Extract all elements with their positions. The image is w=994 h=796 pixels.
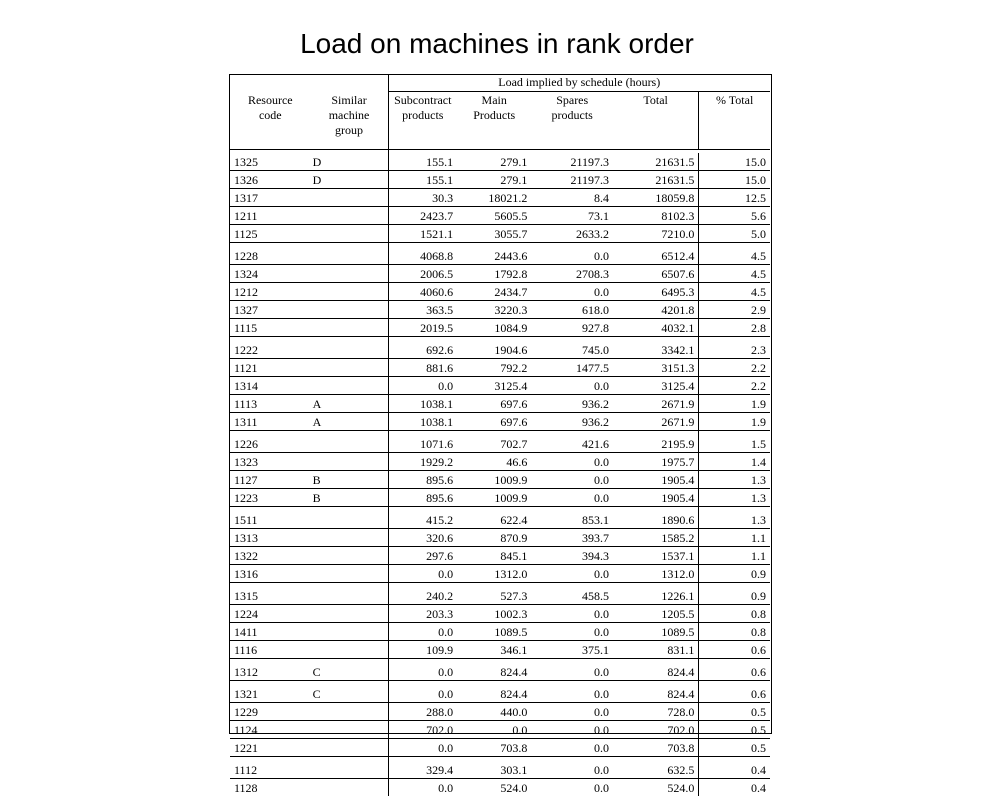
subcontract-value: 288.0 (388, 703, 457, 721)
table-row (230, 703, 770, 721)
subcontract-value: 0.0 (388, 663, 457, 681)
resource-code: 1116 (230, 641, 311, 659)
total-value: 18059.8 (613, 189, 699, 207)
total-value: 632.5 (613, 761, 699, 779)
table-row (230, 547, 770, 565)
subcontract-value: 1038.1 (388, 395, 457, 413)
main-value: 524.0 (457, 779, 531, 796)
main-value: 702.7 (457, 435, 531, 453)
total-value: 3151.3 (613, 359, 699, 377)
resource-code: 1311 (230, 413, 311, 431)
percent-total-value: 0.5 (699, 739, 770, 757)
subcontract-value: 895.6 (388, 471, 457, 489)
header-line: group (315, 123, 384, 138)
percent-total-value: 1.3 (699, 489, 770, 507)
machine-group (311, 511, 388, 529)
spares-value: 936.2 (531, 413, 613, 431)
header-line: products (393, 108, 454, 123)
table-row (230, 565, 770, 583)
total-value: 2671.9 (613, 395, 699, 413)
machine-group (311, 565, 388, 583)
percent-total-value: 15.0 (699, 153, 770, 171)
table-row (230, 779, 770, 796)
total-value: 1537.1 (613, 547, 699, 565)
spares-value: 21197.3 (531, 171, 613, 189)
subcontract-value: 155.1 (388, 153, 457, 171)
subcontract-value: 0.0 (388, 739, 457, 757)
percent-total-value: 2.2 (699, 377, 770, 395)
main-value: 1009.9 (457, 489, 531, 507)
resource-code: 1112 (230, 761, 311, 779)
table-row (230, 587, 770, 605)
total-value: 4201.8 (613, 301, 699, 319)
percent-total-value: 1.9 (699, 395, 770, 413)
spares-value: 927.8 (531, 319, 613, 337)
total-value: 831.1 (613, 641, 699, 659)
machine-group (311, 547, 388, 565)
main-value: 346.1 (457, 641, 531, 659)
machine-group: C (311, 663, 388, 681)
machine-group (311, 739, 388, 757)
table-row (230, 529, 770, 547)
main-value: 870.9 (457, 529, 531, 547)
header-resource-code (230, 92, 311, 150)
percent-total-value: 0.4 (699, 761, 770, 779)
resource-code: 1125 (230, 225, 311, 243)
machine-group (311, 587, 388, 605)
percent-total-value: 4.5 (699, 247, 770, 265)
percent-total-value: 2.3 (699, 341, 770, 359)
main-value: 3125.4 (457, 377, 531, 395)
machine-group (311, 301, 388, 319)
subcontract-value: 1521.1 (388, 225, 457, 243)
spares-value: 0.0 (531, 283, 613, 301)
resource-code: 1223 (230, 489, 311, 507)
spares-value: 0.0 (531, 739, 613, 757)
subcontract-value: 0.0 (388, 377, 457, 395)
main-value: 279.1 (457, 171, 531, 189)
subcontract-value: 1038.1 (388, 413, 457, 431)
header-line: % Total (703, 93, 766, 108)
resource-code: 1113 (230, 395, 311, 413)
table-row (230, 341, 770, 359)
resource-code: 1316 (230, 565, 311, 583)
machine-group: B (311, 471, 388, 489)
spares-value: 618.0 (531, 301, 613, 319)
main-value: 46.6 (457, 453, 531, 471)
table-row (230, 489, 770, 507)
percent-total-value: 0.8 (699, 623, 770, 641)
header-line: Products (461, 108, 527, 123)
resource-code: 1224 (230, 605, 311, 623)
total-value: 524.0 (613, 779, 699, 796)
machine-group (311, 779, 388, 796)
spares-value: 0.0 (531, 685, 613, 703)
machine-group (311, 453, 388, 471)
machine-group (311, 703, 388, 721)
resource-code: 1315 (230, 587, 311, 605)
total-value: 703.8 (613, 739, 699, 757)
main-value: 845.1 (457, 547, 531, 565)
table-row (230, 413, 770, 431)
table-row (230, 761, 770, 779)
header-blank (230, 75, 388, 92)
header-line: Similar (315, 93, 384, 108)
total-value: 1975.7 (613, 453, 699, 471)
subcontract-value: 415.2 (388, 511, 457, 529)
total-value: 21631.5 (613, 153, 699, 171)
table-row (230, 265, 770, 283)
total-value: 1226.1 (613, 587, 699, 605)
subcontract-value: 363.5 (388, 301, 457, 319)
percent-total-value: 1.1 (699, 547, 770, 565)
main-value: 1904.6 (457, 341, 531, 359)
slide-title: Load on machines in rank order (0, 28, 994, 60)
percent-total-value: 1.5 (699, 435, 770, 453)
percent-total-value: 0.5 (699, 721, 770, 739)
subcontract-value: 155.1 (388, 171, 457, 189)
main-value: 3055.7 (457, 225, 531, 243)
percent-total-value: 4.5 (699, 265, 770, 283)
total-value: 1890.6 (613, 511, 699, 529)
resource-code: 1121 (230, 359, 311, 377)
main-value: 697.6 (457, 413, 531, 431)
machine-group: D (311, 153, 388, 171)
resource-code: 1124 (230, 721, 311, 739)
total-value: 1585.2 (613, 529, 699, 547)
machine-group (311, 225, 388, 243)
main-value: 697.6 (457, 395, 531, 413)
resource-code: 1312 (230, 663, 311, 681)
table-row (230, 207, 770, 225)
main-value: 2434.7 (457, 283, 531, 301)
subcontract-value: 0.0 (388, 623, 457, 641)
main-value: 1792.8 (457, 265, 531, 283)
main-value: 1009.9 (457, 471, 531, 489)
subcontract-value: 895.6 (388, 489, 457, 507)
main-value: 1312.0 (457, 565, 531, 583)
table-row (230, 301, 770, 319)
main-value: 1084.9 (457, 319, 531, 337)
total-value: 1905.4 (613, 489, 699, 507)
subcontract-value: 0.0 (388, 685, 457, 703)
total-value: 824.4 (613, 663, 699, 681)
resource-code: 1229 (230, 703, 311, 721)
spares-value: 0.0 (531, 779, 613, 796)
total-value: 8102.3 (613, 207, 699, 225)
total-value: 1312.0 (613, 565, 699, 583)
subcontract-value: 203.3 (388, 605, 457, 623)
spares-value: 2708.3 (531, 265, 613, 283)
total-value: 3342.1 (613, 341, 699, 359)
header-spares-products (531, 92, 613, 150)
spares-value: 0.0 (531, 471, 613, 489)
resource-code: 1212 (230, 283, 311, 301)
spares-value: 0.0 (531, 721, 613, 739)
table-row (230, 171, 770, 189)
resource-code: 1222 (230, 341, 311, 359)
main-value: 703.8 (457, 739, 531, 757)
percent-total-value: 1.1 (699, 529, 770, 547)
table-body (230, 153, 770, 796)
subcontract-value: 1929.2 (388, 453, 457, 471)
total-value: 702.0 (613, 721, 699, 739)
subcontract-value: 2423.7 (388, 207, 457, 225)
table-row (230, 641, 770, 659)
machine-group: C (311, 685, 388, 703)
spares-value: 0.0 (531, 623, 613, 641)
table-row (230, 319, 770, 337)
machine-group (311, 283, 388, 301)
subcontract-value: 2006.5 (388, 265, 457, 283)
main-value: 792.2 (457, 359, 531, 377)
subcontract-value: 2019.5 (388, 319, 457, 337)
percent-total-value: 0.6 (699, 663, 770, 681)
table-row (230, 721, 770, 739)
resource-code: 1128 (230, 779, 311, 796)
header-main-products (457, 92, 531, 150)
main-value: 2443.6 (457, 247, 531, 265)
subcontract-value: 4060.6 (388, 283, 457, 301)
table-row (230, 685, 770, 703)
main-value: 18021.2 (457, 189, 531, 207)
main-value: 824.4 (457, 685, 531, 703)
load-table-frame (229, 74, 772, 734)
table-row (230, 739, 770, 757)
percent-total-value: 1.9 (699, 413, 770, 431)
percent-total-value: 12.5 (699, 189, 770, 207)
resource-code: 1313 (230, 529, 311, 547)
total-value: 728.0 (613, 703, 699, 721)
resource-code: 1323 (230, 453, 311, 471)
total-value: 1089.5 (613, 623, 699, 641)
spares-value: 0.0 (531, 663, 613, 681)
header-total (613, 92, 699, 150)
machine-group: A (311, 413, 388, 431)
resource-code: 1226 (230, 435, 311, 453)
percent-total-value: 2.8 (699, 319, 770, 337)
machine-group (311, 761, 388, 779)
machine-group (311, 189, 388, 207)
machine-group (311, 319, 388, 337)
percent-total-value: 5.6 (699, 207, 770, 225)
machine-group (311, 529, 388, 547)
percent-total-value: 2.2 (699, 359, 770, 377)
main-value: 1089.5 (457, 623, 531, 641)
subcontract-value: 4068.8 (388, 247, 457, 265)
spares-value: 394.3 (531, 547, 613, 565)
table-row (230, 225, 770, 243)
total-value: 6512.4 (613, 247, 699, 265)
subcontract-value: 692.6 (388, 341, 457, 359)
total-value: 1905.4 (613, 471, 699, 489)
machine-group (311, 247, 388, 265)
resource-code: 1211 (230, 207, 311, 225)
subcontract-value: 1071.6 (388, 435, 457, 453)
percent-total-value: 0.8 (699, 605, 770, 623)
spares-value: 936.2 (531, 395, 613, 413)
spares-value: 21197.3 (531, 153, 613, 171)
main-value: 303.1 (457, 761, 531, 779)
spares-value: 0.0 (531, 703, 613, 721)
header-similar-machine-group (311, 92, 388, 150)
machine-group (311, 265, 388, 283)
table-row (230, 663, 770, 681)
table-row (230, 471, 770, 489)
percent-total-value: 0.6 (699, 685, 770, 703)
main-value: 1002.3 (457, 605, 531, 623)
resource-code: 1322 (230, 547, 311, 565)
table-row (230, 605, 770, 623)
subcontract-value: 320.6 (388, 529, 457, 547)
machine-group (311, 377, 388, 395)
machine-group (311, 721, 388, 739)
table-row (230, 359, 770, 377)
spares-value: 0.0 (531, 453, 613, 471)
spares-value: 853.1 (531, 511, 613, 529)
total-value: 3125.4 (613, 377, 699, 395)
total-value: 824.4 (613, 685, 699, 703)
main-value: 527.3 (457, 587, 531, 605)
main-value: 5605.5 (457, 207, 531, 225)
header-line: Spares (535, 93, 609, 108)
machine-group (311, 435, 388, 453)
table-row (230, 453, 770, 471)
main-value: 824.4 (457, 663, 531, 681)
percent-total-value: 1.3 (699, 471, 770, 489)
main-value: 3220.3 (457, 301, 531, 319)
percent-total-value: 0.5 (699, 703, 770, 721)
subcontract-value: 240.2 (388, 587, 457, 605)
spares-value: 0.0 (531, 565, 613, 583)
resource-code: 1314 (230, 377, 311, 395)
machine-group (311, 359, 388, 377)
machine-group: A (311, 395, 388, 413)
load-table (230, 75, 770, 796)
total-value: 21631.5 (613, 171, 699, 189)
subcontract-value: 881.6 (388, 359, 457, 377)
resource-code: 1511 (230, 511, 311, 529)
total-value: 6507.6 (613, 265, 699, 283)
percent-total-value: 0.9 (699, 587, 770, 605)
total-value: 2195.9 (613, 435, 699, 453)
total-value: 6495.3 (613, 283, 699, 301)
percent-total-value: 2.9 (699, 301, 770, 319)
resource-code: 1327 (230, 301, 311, 319)
resource-code: 1115 (230, 319, 311, 337)
spares-value: 73.1 (531, 207, 613, 225)
subcontract-value: 702.0 (388, 721, 457, 739)
percent-total-value: 4.5 (699, 283, 770, 301)
percent-total-value: 5.0 (699, 225, 770, 243)
resource-code: 1228 (230, 247, 311, 265)
header-percent-total (699, 92, 770, 150)
total-value: 1205.5 (613, 605, 699, 623)
resource-code: 1317 (230, 189, 311, 207)
percent-total-value: 1.4 (699, 453, 770, 471)
spares-value: 0.0 (531, 377, 613, 395)
table-row (230, 511, 770, 529)
percent-total-value: 0.4 (699, 779, 770, 796)
spares-value: 421.6 (531, 435, 613, 453)
header-line: machine (315, 108, 384, 123)
table-row (230, 435, 770, 453)
spares-value: 8.4 (531, 189, 613, 207)
total-value: 2671.9 (613, 413, 699, 431)
table-row (230, 377, 770, 395)
header-subcontract-products (388, 92, 457, 150)
machine-group (311, 623, 388, 641)
resource-code: 1411 (230, 623, 311, 641)
spares-value: 458.5 (531, 587, 613, 605)
header-load-group: Load implied by schedule (hours) (388, 75, 770, 92)
machine-group: D (311, 171, 388, 189)
table-row (230, 189, 770, 207)
header-line: Resource (234, 93, 307, 108)
header-line: code (234, 108, 307, 123)
table-row (230, 623, 770, 641)
subcontract-value: 0.0 (388, 779, 457, 796)
header-line: products (535, 108, 609, 123)
resource-code: 1325 (230, 153, 311, 171)
machine-group (311, 341, 388, 359)
header-line: Main (461, 93, 527, 108)
main-value: 0.0 (457, 721, 531, 739)
percent-total-value: 0.9 (699, 565, 770, 583)
machine-group: B (311, 489, 388, 507)
machine-group (311, 641, 388, 659)
resource-code: 1221 (230, 739, 311, 757)
spares-value: 745.0 (531, 341, 613, 359)
spares-value: 0.0 (531, 605, 613, 623)
spares-value: 2633.2 (531, 225, 613, 243)
spares-value: 1477.5 (531, 359, 613, 377)
resource-code: 1321 (230, 685, 311, 703)
spares-value: 375.1 (531, 641, 613, 659)
table-row (230, 283, 770, 301)
total-value: 7210.0 (613, 225, 699, 243)
machine-group (311, 605, 388, 623)
resource-code: 1324 (230, 265, 311, 283)
header-line: Subcontract (393, 93, 454, 108)
resource-code: 1326 (230, 171, 311, 189)
subcontract-value: 109.9 (388, 641, 457, 659)
total-value: 4032.1 (613, 319, 699, 337)
percent-total-value: 1.3 (699, 511, 770, 529)
resource-code: 1127 (230, 471, 311, 489)
main-value: 622.4 (457, 511, 531, 529)
spares-value: 0.0 (531, 761, 613, 779)
spares-value: 393.7 (531, 529, 613, 547)
main-value: 440.0 (457, 703, 531, 721)
spares-value: 0.0 (531, 489, 613, 507)
subcontract-value: 297.6 (388, 547, 457, 565)
main-value: 279.1 (457, 153, 531, 171)
percent-total-value: 0.6 (699, 641, 770, 659)
header-line: Total (617, 93, 694, 108)
table-row (230, 395, 770, 413)
subcontract-value: 30.3 (388, 189, 457, 207)
spares-value: 0.0 (531, 247, 613, 265)
table-row (230, 153, 770, 171)
subcontract-value: 329.4 (388, 761, 457, 779)
machine-group (311, 207, 388, 225)
table-row (230, 247, 770, 265)
subcontract-value: 0.0 (388, 565, 457, 583)
percent-total-value: 15.0 (699, 171, 770, 189)
